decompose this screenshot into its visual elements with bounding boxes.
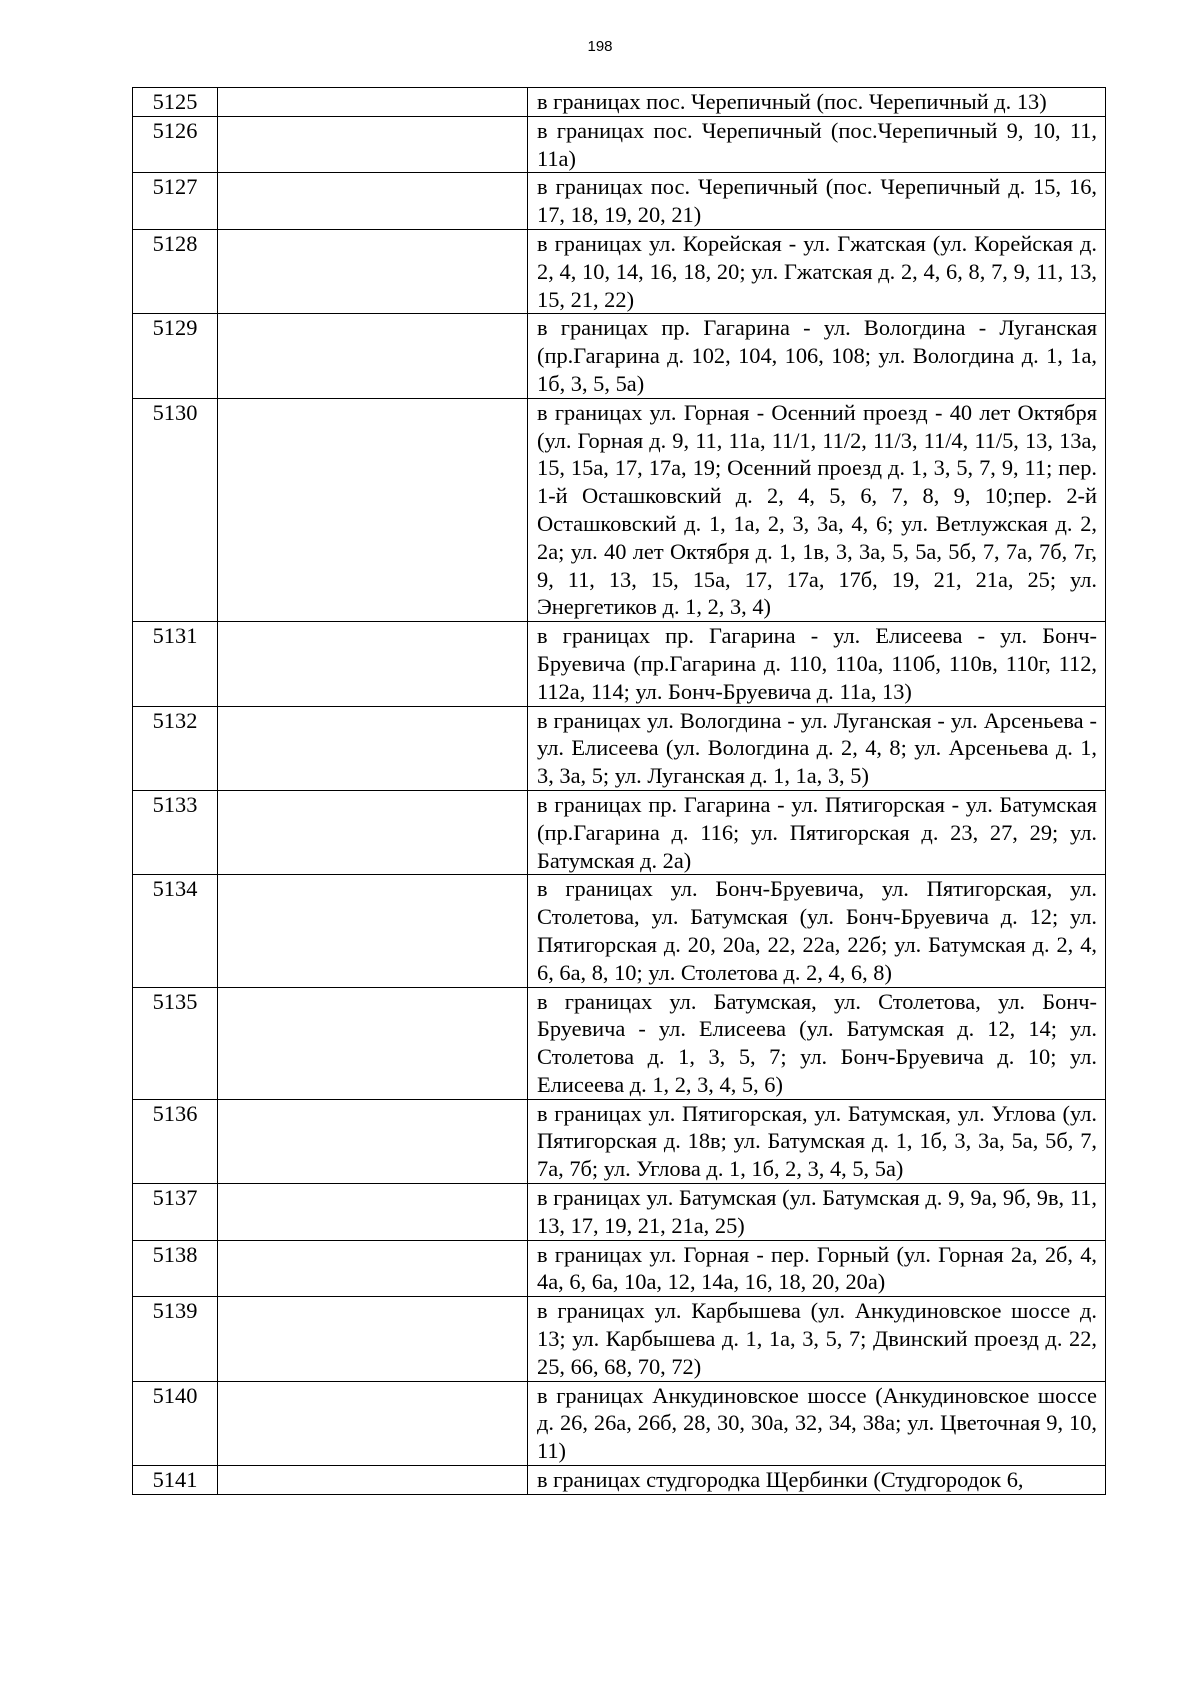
row-number: 5126 [133, 116, 218, 173]
districts-table [132, 87, 1106, 1495]
row-number: 5137 [133, 1184, 218, 1241]
table-row [133, 1099, 1106, 1183]
row-description: в границах ул. Батумская (ул. Батумская д. 9, 9а, 9б, 9в, 11, 13, 17, 19, 21, 21а, 25) [528, 1184, 1106, 1241]
table-row [133, 622, 1106, 706]
table-row [133, 706, 1106, 790]
row-description: в границах ул. Корейская - ул. Гжатская (ул. Корейская д. 2, 4, 10, 14, 16, 18, 20; ул. Гжатская д. 2, 4, 6, 8, 7, 9, 11, 13, 15, 21, 22) [528, 229, 1106, 313]
row-description: в границах ул. Карбышева (ул. Анкудиновское шоссе д. 13; ул. Карбышева д. 1, 1а, 3, 5, 7; Двинский проезд д. 22, 25, 66, 68, 70, 72) [528, 1297, 1106, 1381]
row-number: 5125 [133, 88, 218, 117]
page-number: 198 [587, 38, 613, 55]
row-number: 5138 [133, 1240, 218, 1297]
table-row [133, 88, 1106, 117]
row-name-cell [218, 1240, 528, 1297]
row-number: 5139 [133, 1297, 218, 1381]
row-description: в границах ул. Пятигорская, ул. Батумская, ул. Углова (ул. Пятигорская д. 18в; ул. Батумская д. 1, 1б, 3, 3а, 5а, 5б, 7, 7а, 7б; ул. Углова д. 1, 1б, 2, 3, 4, 5, 5а) [528, 1099, 1106, 1183]
row-name-cell [218, 875, 528, 987]
table-row [133, 875, 1106, 987]
row-description: в границах ул. Горная - Осенний проезд - 40 лет Октября (ул. Горная д. 9, 11, 11а, 11/1, 11/2, 11/3, 11/4, 11/5, 13, 13а, 15, 15а, 17, 17а, 19; Осенний проезд д. 1, 3, 5, 7, 9, 11; пер. 1-й Осташковский д. 2, 4, 5, 6, 7, 8, 9, 10;пер. 2-й Осташковский д. 1, 1а, 2, 3, 3а, 4, 6; ул. Ветлужская д. 2, 2а; ул. 40 лет Октября д. 1, 1в, 3, 3а, 5, 5а, 5б, 7, 7а, 7б, 7г, 9, 11, 13, 15, 15а, 17, 17а, 17б, 19, 21, 21а, 25; ул. Энергетиков д. 1, 2, 3, 4) [528, 398, 1106, 621]
row-description: в границах студгородка Щербинки (Студгородок 6, [528, 1466, 1106, 1495]
row-name-cell [218, 314, 528, 398]
row-number: 5128 [133, 229, 218, 313]
row-number: 5134 [133, 875, 218, 987]
table-row [133, 314, 1106, 398]
row-description: в границах ул. Вологдина - ул. Луганская - ул. Арсеньева - ул. Елисеева (ул. Вологдина д. 2, 4, 8; ул. Арсеньева д. 1, 3, 3а, 5; ул. Луганская д. 1, 1а, 3, 5) [528, 706, 1106, 790]
row-name-cell [218, 116, 528, 173]
row-name-cell [218, 706, 528, 790]
row-number: 5132 [133, 706, 218, 790]
table-row [133, 1184, 1106, 1241]
table-row [133, 116, 1106, 173]
row-number: 5131 [133, 622, 218, 706]
row-number: 5130 [133, 398, 218, 621]
row-description: в границах пр. Гагарина - ул. Вологдина - Луганская (пр.Гагарина д. 102, 104, 106, 108; ул. Вологдина д. 1, 1а, 1б, 3, 5, 5а) [528, 314, 1106, 398]
table-row [133, 1381, 1106, 1465]
table-row [133, 790, 1106, 874]
row-name-cell [218, 88, 528, 117]
row-number: 5141 [133, 1466, 218, 1495]
table-row [133, 1240, 1106, 1297]
row-name-cell [218, 987, 528, 1099]
table-row [133, 1466, 1106, 1495]
row-description: в границах пос. Черепичный (пос. Черепичный д. 13) [528, 88, 1106, 117]
row-number: 5140 [133, 1381, 218, 1465]
row-name-cell [218, 1297, 528, 1381]
row-number: 5135 [133, 987, 218, 1099]
table-row [133, 1297, 1106, 1381]
table-row [133, 987, 1106, 1099]
row-name-cell [218, 1381, 528, 1465]
row-description: в границах пр. Гагарина - ул. Пятигорская - ул. Батумская (пр.Гагарина д. 116; ул. Пятигорская д. 23, 27, 29; ул. Батумская д. 2а) [528, 790, 1106, 874]
row-name-cell [218, 229, 528, 313]
row-name-cell [218, 1466, 528, 1495]
row-name-cell [218, 1099, 528, 1183]
row-number: 5129 [133, 314, 218, 398]
row-description: в границах ул. Батумская, ул. Столетова, ул. Бонч-Бруевича - ул. Елисеева (ул. Батумская д. 12, 14; ул. Столетова д. 1, 3, 5, 7; ул. Бонч-Бруевича д. 10; ул. Елисеева д. 1, 2, 3, 4, 5, 6) [528, 987, 1106, 1099]
row-name-cell [218, 790, 528, 874]
row-number: 5127 [133, 173, 218, 230]
row-description: в границах ул. Бонч-Бруевича, ул. Пятигорская, ул. Столетова, ул. Батумская (ул. Бонч-Бруевича д. 12; ул. Пятигорская д. 20, 20а, 22, 22а, 22б; ул. Батумская д. 2, 4, 6, 6а, 8, 10; ул. Столетова д. 2, 4, 6, 8) [528, 875, 1106, 987]
row-number: 5133 [133, 790, 218, 874]
row-description: в границах ул. Горная - пер. Горный (ул. Горная 2а, 2б, 4, 4а, 6, 6а, 10а, 12, 14а, 16, 18, 20, 20а) [528, 1240, 1106, 1297]
row-name-cell [218, 173, 528, 230]
row-name-cell [218, 622, 528, 706]
table-row [133, 229, 1106, 313]
table-row [133, 398, 1106, 621]
row-number: 5136 [133, 1099, 218, 1183]
row-description: в границах пос. Черепичный (пос. Черепичный д. 15, 16, 17, 18, 19, 20, 21) [528, 173, 1106, 230]
row-description: в границах Анкудиновское шоссе (Анкудиновское шоссе д. 26, 26а, 26б, 28, 30, 30а, 32, 34, 38а; ул. Цветочная 9, 10, 11) [528, 1381, 1106, 1465]
table-row [133, 173, 1106, 230]
row-description: в границах пр. Гагарина - ул. Елисеева - ул. Бонч-Бруевича (пр.Гагарина д. 110, 110а, 110б, 110в, 110г, 112, 112а, 114; ул. Бонч-Бруевича д. 11а, 13) [528, 622, 1106, 706]
row-description: в границах пос. Черепичный (пос.Черепичный 9, 10, 11, 11а) [528, 116, 1106, 173]
row-name-cell [218, 398, 528, 621]
row-name-cell [218, 1184, 528, 1241]
